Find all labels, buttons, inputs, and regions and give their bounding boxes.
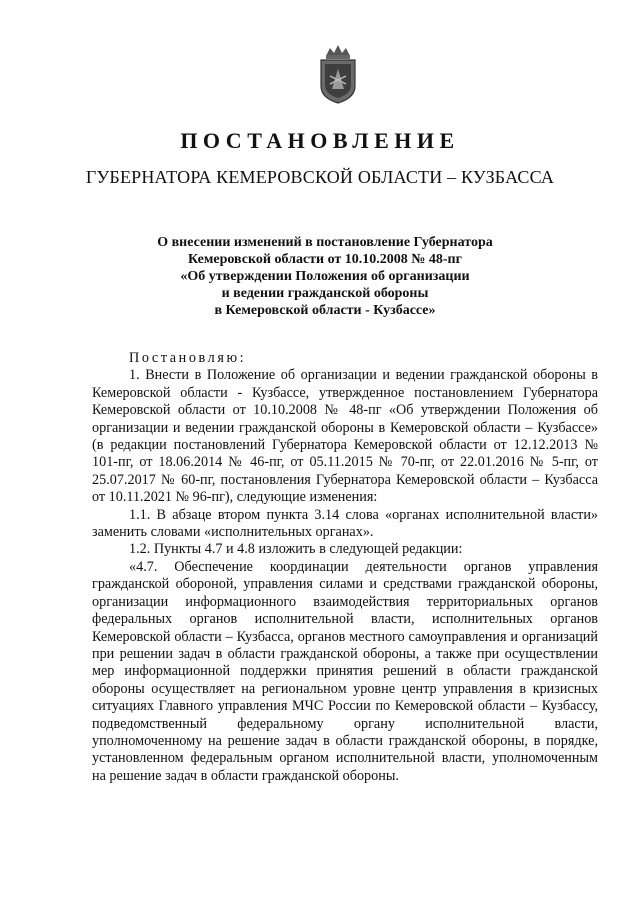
decree-intro: Постановляю:	[129, 350, 247, 366]
crown-band	[326, 55, 350, 59]
paragraph-item-1-1: 1.1. В абзаце втором пункта 3.14 слова «органах исполнительной власти» заменить словами «исполнительных органах».	[92, 506, 598, 541]
coat-of-arms-emblem	[316, 42, 360, 104]
heading-line: и ведении гражданской обороны	[221, 286, 429, 301]
document-subtitle: ГУБЕРНАТОРА КЕМЕРОВСКОЙ ОБЛАСТИ – КУЗБАССА	[85, 167, 555, 187]
heading-line: Кемеровской области от 10.10.2008 № 48-пг	[188, 252, 462, 267]
paragraph-item-1: 1. Внести в Положение об организации и ведении гражданской обороны в Кемеровской области - Кузбассе, утвержденное постановлением Губернатора Кемеровской области от 10.10.2008 № 48-пг «Об утверждении Положения об организации и ведении гражданской обороны в Кемеровской области – Кузбассе» (в редакции постановлений Губернатора Кемеровской области от 12.12.2013 № 101-пг, от 18.06.2014 № 46-пг, от 05.11.2015 № 70-пг, от 22.01.2016 № 5-пг, от 25.07.2017 № 60-пг, постановления Губернатора Кемеровской области – Кузбасса от 10.11.2021 № 96-пг), следующие изменения:	[92, 367, 598, 506]
document-title: ПОСТАНОВЛЕНИЕ	[180, 128, 460, 153]
document-heading	[120, 234, 530, 319]
paragraph-item-4-7: «4.7. Обеспечение координации деятельности органов управления гражданской обороной, управления силами и средствами гражданской обороны, организации информационного взаимодействия территориальных органов федеральных органов исполнительной власти, исполнительных органов Кемеровской области – Кузбасса, органов местного самоуправления и организаций при решении задач в области гражданской обороны, а также при осуществлении мер информационной поддержки принятия решений в области гражданской обороны осуществляет на региональном уровне центр управления в кризисных ситуациях Главного управления МЧС России по Кемеровской области – Кузбассу, подведомственный федеральному органу исполнительной власти, уполномоченному на решение задач в области гражданской обороны, в порядке, установленном федеральным органом исполнительной власти, уполномоченным на решение задач в области гражданской обороны.	[92, 558, 598, 784]
heading-line: О внесении изменений в постановление Губернатора	[157, 235, 493, 250]
heading-line: «Об утверждении Положения об организации	[180, 269, 470, 284]
document-body	[92, 350, 598, 785]
crown-shape	[326, 45, 350, 56]
paragraph-item-1-2: 1.2. Пункты 4.7 и 4.8 изложить в следующей редакции:	[129, 541, 463, 558]
heading-line: в Кемеровской области - Кузбассе»	[214, 303, 436, 318]
